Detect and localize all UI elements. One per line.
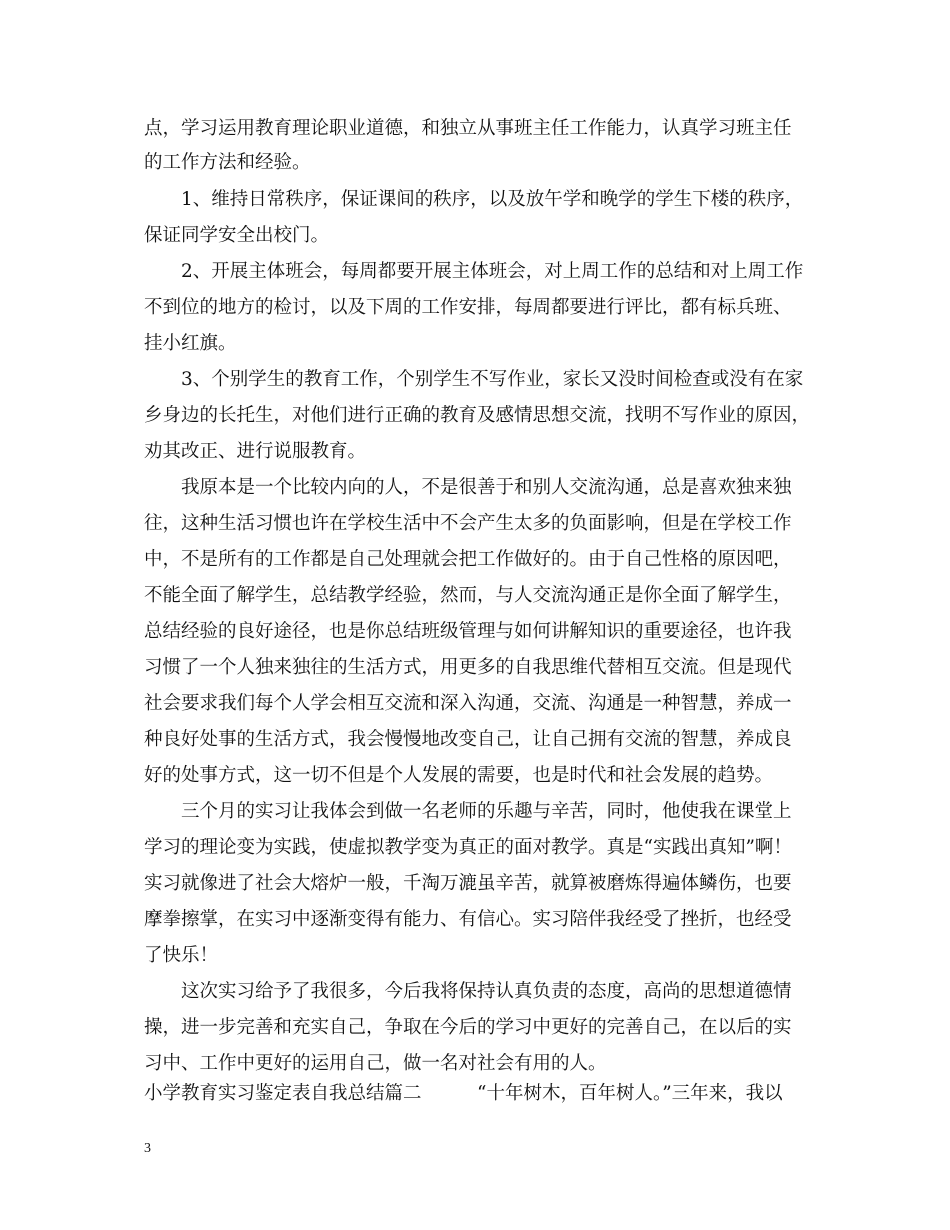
text-line: 总结经验的良好途径，也是你总结班级管理与如何讲解知识的重要途径，也许我 <box>144 621 792 642</box>
text-line: 操，进一步完善和充实自己，争取在今后的学习中更好的完善自己，在以后的实 <box>144 1017 792 1038</box>
text-line: 乡身边的长托生，对他们进行正确的教育及感情思想交流，找明不写作业的原因， <box>144 405 811 426</box>
text-line: 我原本是一个比较内向的人，不是很善于和别人交流沟通，总是喜欢独来独 <box>144 477 792 498</box>
text-line: 小学教育实习鉴定表自我总结篇二 “十年树木，百年树人。”三年来，我以 <box>144 1083 783 1104</box>
text-line: 点，学习运用教育理论职业道德，和独立从事班主任工作能力，认真学习班主任 <box>144 118 792 139</box>
text-line: 劝其改正、进行说服教育。 <box>144 441 367 462</box>
text-line: 习中、工作中更好的运用自己，做一名对社会有用的人。 <box>144 1053 607 1074</box>
text-line: 实习就像进了社会大熔炉一般，千淘万漉虽辛苦，就算被磨炼得遍体鳞伤，也要 <box>144 873 792 894</box>
text-line: 社会要求我们每个人学会相互交流和深入沟通，交流、沟通是一种智慧，养成一 <box>144 693 792 714</box>
text-line: 1、维持日常秩序，保证课间的秩序，以及放午学和晚学的学生下楼的秩序， <box>144 189 804 210</box>
text-line: 三个月的实习让我体会到做一名老师的乐趣与辛苦，同时，他使我在课堂上 <box>144 801 792 822</box>
text-line: 摩拳擦掌，在实习中逐渐变得有能力、有信心。实习陪伴我经受了挫折，也经受 <box>144 909 792 930</box>
text-line: 中，不是所有的工作都是自己处理就会把工作做好的。由于自己性格的原因吧， <box>144 549 792 570</box>
text-line: 不能全面了解学生，总结教学经验，然而，与人交流沟通正是你全面了解学生， <box>144 585 792 606</box>
text-line: 挂小红旗。 <box>144 333 237 354</box>
text-line: 习惯了一个人独来独往的生活方式，用更多的自我思维代替相互交流。但是现代 <box>144 657 792 678</box>
text-line: 保证同学安全出校门。 <box>144 225 330 246</box>
text-line: 往，这种生活习惯也许在学校生活中不会产生太多的负面影响，但是在学校工作 <box>144 513 792 534</box>
text-line: 种良好处事的生活方式，我会慢慢地改变自己，让自己拥有交流的智慧，养成良 <box>144 729 792 750</box>
text-line: 不到位的地方的检讨，以及下周的工作安排，每周都要进行评比，都有标兵班、 <box>144 297 792 318</box>
text-line: 2、开展主体班会，每周都要开展主体班会，对上周工作的总结和对上周工作 <box>144 261 804 282</box>
text-line: 的工作方法和经验。 <box>144 152 311 173</box>
text-line: 了快乐！ <box>144 945 219 966</box>
text-line: 好的处事方式，这一切不但是个人发展的需要，也是时代和社会发展的趋势。 <box>144 765 774 786</box>
text-line: 3、个别学生的教育工作，个别学生不写作业，家长又没时间检查或没有在家 <box>144 369 804 390</box>
page-number: 3 <box>144 1141 151 1156</box>
text-line: 学习的理论变为实践，使虚拟教学变为真正的面对教学。真是“实践出真知”啊！ <box>144 837 792 858</box>
text-line: 这次实习给予了我很多，今后我将保持认真负责的态度，高尚的思想道德情 <box>144 981 792 1002</box>
